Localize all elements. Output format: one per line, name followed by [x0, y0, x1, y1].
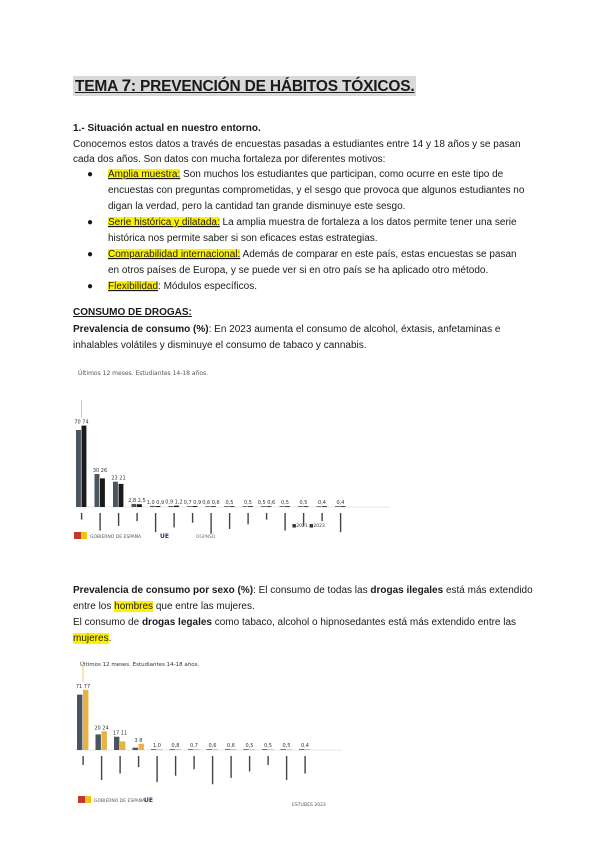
footer-left: GOBIERNO DE ESPAÑA [90, 535, 142, 540]
chart-category-label [81, 513, 82, 520]
bullet-text: en otros países de Europa, y se puede ver si en otro país se ha aplicado otro método. [108, 265, 489, 276]
page-title [73, 76, 416, 96]
bullet-term: Comparabilidad internacional: [108, 249, 241, 260]
chart-category-label [286, 756, 287, 780]
chart-bar-mujeres [83, 690, 88, 750]
chart-bar-hombres [262, 749, 267, 750]
bullet-term: Serie histórica y dilatada: [108, 217, 220, 228]
chart-bar-mujeres [231, 749, 236, 750]
chart-prevalence-svg [72, 366, 392, 546]
chart-bar-2023 [156, 506, 161, 507]
chart-bar-hombres [77, 695, 82, 750]
chart-bar-2023 [174, 506, 179, 507]
bullet-term: Flexibilidad [108, 281, 159, 292]
drugs-p2-text: está más extendido [443, 585, 533, 596]
chart-category-label [266, 513, 267, 520]
drugs-p2-bold: drogas ilegales [370, 585, 444, 596]
drugs-p3-text: El consumo de [73, 617, 142, 628]
chart-value-label: 70 74 [74, 419, 89, 426]
chart-bar-2021 [335, 506, 340, 507]
chart-bar-2023 [137, 504, 142, 507]
drugs-p1-text: inhalables volátiles y disminuye el consumo de tabaco y cannabis. [73, 340, 367, 351]
chart-bar-2021 [243, 506, 248, 507]
chart-bar-2021 [132, 504, 137, 507]
chart-bar-mujeres [120, 741, 125, 750]
chart-category-label [155, 513, 156, 532]
chart-category-label [101, 756, 102, 780]
chart-bar-mujeres [176, 749, 181, 750]
drugs-p3-text: . [108, 633, 112, 644]
chart-bar-2023 [100, 478, 105, 507]
chart-bar-2021 [76, 430, 81, 507]
chart-value-label: 23 21 [111, 475, 126, 482]
chart-bar-2023 [341, 506, 346, 507]
chart-bar-mujeres [305, 749, 310, 750]
chart-category-label [136, 513, 137, 521]
chart-value-label: 0,6 [208, 743, 217, 750]
chart-value-label: 0,6 0,6 [202, 500, 220, 507]
chart-bar-2021 [280, 506, 285, 507]
chart-bar-2021 [261, 506, 266, 507]
chart-value-label: 0,5 0,6 [257, 500, 276, 507]
chart-category-label [192, 513, 193, 523]
chart-bar-2021 [298, 506, 303, 507]
title-number: 7 [121, 76, 131, 95]
bullet-icon: ● [87, 249, 94, 260]
chart-bar-2023 [82, 426, 87, 507]
chart-value-label: 0,5 [299, 500, 308, 507]
footer-mark: ESTUDES 2023 [292, 803, 326, 808]
drugs-p2-label: Prevalencia de consumo por sexo (%) [73, 585, 254, 596]
chart-bar-2023 [285, 506, 290, 507]
chart-bar-2023 [267, 506, 272, 507]
drugs-heading: CONSUMO DE DROGAS: [73, 307, 192, 318]
chart-category-label [156, 756, 157, 782]
chart-bar-2023 [304, 506, 309, 507]
chart-bar-2021 [95, 474, 100, 507]
drugs-p3-highlight: mujeres [73, 633, 109, 644]
list-item [73, 215, 533, 247]
bullet-text: La amplia muestra de fortaleza a los datos permite tener una serie [219, 217, 517, 228]
section1-intro-line2: cada dos años. Son datos con mucha fortaleza por diferentes motivos: [73, 154, 386, 165]
drugs-p3-bold: drogas legales [141, 617, 212, 628]
chart-category-label [138, 756, 139, 767]
chart-prevalence-by-sex [74, 658, 344, 808]
chart-bar-hombres [151, 749, 156, 750]
government-logo-icon [74, 532, 81, 539]
chart-category-label [82, 756, 83, 765]
chart-category-label [284, 513, 285, 531]
chart-bar-2021 [169, 506, 174, 507]
chart-category-label [212, 756, 213, 784]
chart-bar-mujeres [250, 749, 255, 750]
bullet-text: digan la verdad, pero la cantidad tan grande disminuye este sesgo. [108, 201, 406, 212]
chart-bar-2023 [119, 484, 124, 507]
chart-prevalence [72, 366, 392, 546]
chart-category-label [340, 513, 341, 532]
footer-left: GOBIERNO DE ESPAÑA [94, 799, 146, 804]
chart-value-label: 0,8 [171, 743, 180, 750]
drugs-p2-text: que entre las mujeres. [153, 601, 255, 612]
footer-mark: DGPNSD [196, 535, 216, 540]
chart-bar-2021 [206, 506, 211, 507]
chart-bar-hombres [281, 749, 286, 750]
chart-bar-2023 [248, 506, 253, 507]
chart-bar-2023 [211, 506, 216, 507]
section1-heading: 1.- Situación actual en nuestro entorno. [73, 123, 261, 134]
list-item [73, 167, 533, 215]
chart-bar-2023 [322, 506, 327, 507]
bullet-icon: ● [87, 169, 94, 180]
chart-bar-mujeres [194, 749, 199, 750]
bullet-text: : Módulos específicos. [158, 281, 257, 292]
drugs-p1-label: Prevalencia de consumo (%) [73, 324, 209, 335]
chart-category-label [229, 513, 230, 529]
chart-value-label: 0,9 1,2 [165, 499, 183, 506]
chart-value-label: 0,4 [301, 743, 309, 750]
chart-prevalence-by-sex-svg [74, 658, 344, 808]
bullet-text: encuestas con preguntas comprometidas, y el sesgo que provoca que algunos estudiantes no [108, 185, 525, 196]
government-logo-icon [81, 532, 87, 539]
chart-bar-2023 [230, 506, 235, 507]
chart-category-label [304, 756, 305, 774]
drugs-paragraph-1 [73, 322, 533, 354]
chart-category-label [230, 756, 231, 778]
chart-bar-mujeres [213, 749, 218, 750]
drugs-p3-text: como tabaco, alcohol o hipnosedantes está más extendido entre las [211, 617, 517, 628]
chart-value-label: 30 26 [92, 468, 108, 474]
chart-category-label [119, 756, 120, 774]
chart-bar-hombres [96, 734, 101, 750]
chart-value-label: 2,8 2,5 [128, 497, 146, 504]
chart-footer [78, 796, 326, 808]
chart-value-label: 0,7 0,9 [183, 500, 202, 507]
chart-value-label: 1,0 0,9 [146, 499, 165, 506]
drugs-p2-text: : El consumo de todas las [253, 585, 371, 596]
drugs-p2-highlight: hombres [114, 601, 154, 612]
chart-category-label [99, 513, 100, 531]
chart-value-label: 0,5 [282, 743, 291, 750]
title-rest: : PREVENCIÓN DE HÁBITOS TÓXICOS. [130, 78, 415, 95]
chart-value-label: 0,5 [264, 743, 272, 750]
chart-value-label: 0,4 [318, 500, 326, 507]
reasons-list [73, 167, 533, 295]
bullet-text: Además de comparar en este país, estas encuestas se pasan [240, 249, 517, 260]
chart-footer [74, 523, 325, 540]
chart-value-label: 0,6 [227, 743, 235, 750]
chart-category-label [118, 513, 119, 526]
chart-bar-2021 [150, 506, 155, 507]
chart-value-label: 71 77 [75, 683, 91, 690]
bullet-text: Son muchos los estudiantes que participan, como ocurre en este tipo de [180, 169, 504, 180]
chart-bar-mujeres [287, 749, 292, 750]
title-prefix: TEMA [75, 78, 122, 95]
government-logo-icon [78, 796, 85, 803]
chart-value-label: 0,5 [225, 500, 234, 507]
chart-bar-hombres [207, 749, 212, 750]
chart-title: Últimos 12 meses. Estudiantes 14-18 años. [80, 662, 200, 668]
chart-bar-mujeres [268, 749, 273, 750]
chart-value-label: 0,5 [244, 500, 252, 507]
chart-value-label: 20 24 [94, 725, 109, 732]
drugs-p1-text: : En 2023 aumenta el consumo de alcohol, éxtasis, anfetaminas e [208, 324, 501, 335]
chart-bar-2023 [193, 506, 198, 507]
list-item [73, 279, 533, 295]
section1-intro-line1: Conocemos estos datos a través de encuestas pasadas a estudiantes entre 14 y 18 años y se pasan [73, 139, 521, 150]
chart-value-label: 17 11 [112, 730, 128, 737]
chart-category-label [193, 756, 194, 769]
chart-value-label: 0,5 [281, 500, 289, 507]
chart-category-label [210, 513, 211, 534]
chart-bar-hombres [114, 737, 119, 750]
chart-category-label [267, 756, 268, 765]
chart-bar-hombres [244, 749, 249, 750]
chart-bar-mujeres [102, 731, 107, 750]
chart-bar-2021 [113, 482, 118, 507]
bullet-icon: ● [87, 281, 94, 292]
government-logo-icon [85, 796, 91, 803]
chart-bar-hombres [188, 749, 193, 750]
chart-category-label [173, 513, 174, 527]
ue-logo-icon: UE [144, 797, 153, 804]
bullet-text: histórica nos permite saber si son eficaces estas estrategias. [108, 233, 378, 244]
drugs-paragraph-2 [73, 583, 533, 647]
drugs-p2-text: entre los [73, 601, 115, 612]
bullet-icon: ● [87, 217, 94, 228]
chart-value-label: 3 8 [134, 737, 143, 744]
chart-bar-hombres [133, 748, 138, 750]
chart-category-label [321, 513, 322, 521]
chart-category-label [175, 756, 176, 776]
chart-value-label: 0,4 [336, 500, 345, 507]
chart-bar-2021 [317, 506, 322, 507]
ue-logo-icon: UE [160, 533, 169, 540]
chart-title: Últimos 12 meses. Estudiantes 14-18 años. [78, 370, 209, 377]
chart-value-label: 0,7 [190, 743, 198, 750]
chart-value-label: 1,0 [153, 743, 161, 750]
chart-bar-2021 [224, 506, 229, 507]
chart-bar-hombres [170, 749, 175, 750]
chart-bar-hombres [299, 749, 304, 750]
chart-bar-hombres [225, 749, 230, 750]
chart-bar-mujeres [139, 744, 144, 750]
bullet-term: Amplia muestra: [108, 169, 181, 180]
chart-value-label: 0,5 [245, 743, 254, 750]
chart-legend: ■2021 ■2023 [292, 524, 325, 529]
chart-category-label [247, 513, 248, 524]
chart-bar-2021 [187, 506, 192, 507]
chart-bar-mujeres [157, 749, 162, 750]
list-item [73, 247, 533, 279]
chart-category-label [249, 756, 250, 771]
